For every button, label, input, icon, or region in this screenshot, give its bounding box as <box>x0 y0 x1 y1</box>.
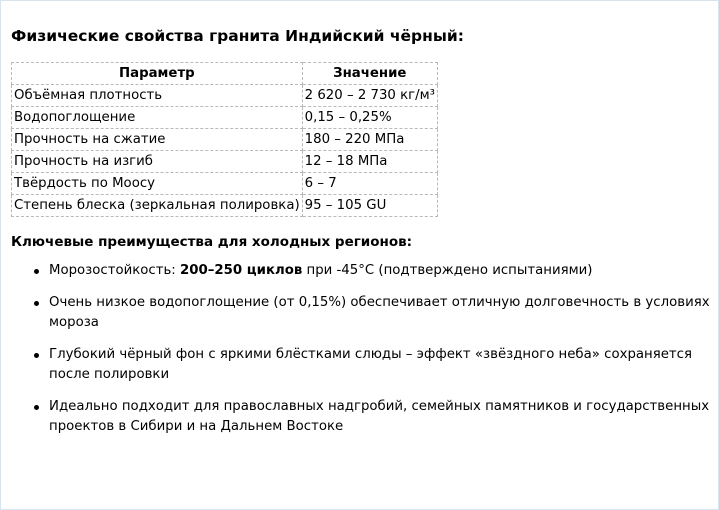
properties-table <box>11 62 438 217</box>
table-row <box>12 173 438 195</box>
list-item-text: Очень низкое водопоглощение (от 0,15%) обеспечивает отличную долговечность в условиях мороза <box>49 295 710 330</box>
parameter-cell: Прочность на сжатие <box>12 129 303 151</box>
parameter-cell: Водопоглощение <box>12 107 303 129</box>
list-item <box>49 397 711 437</box>
list-item-text-suffix: при -45°C (подтверждено испытаниями) <box>302 263 593 278</box>
bullet-icon <box>34 353 39 358</box>
value-cell: 12 – 18 МПа <box>302 151 437 173</box>
bullet-icon <box>34 269 39 274</box>
value-cell: 95 – 105 GU <box>302 195 437 217</box>
table-header-row <box>12 63 438 85</box>
list-item <box>49 261 711 281</box>
value-cell: 2 620 – 2 730 кг/м³ <box>302 85 437 107</box>
list-item-text: Морозостойкость: <box>49 263 180 278</box>
document-content <box>11 25 711 449</box>
value-cell: 180 – 220 МПа <box>302 129 437 151</box>
list-item <box>49 293 711 333</box>
column-header-value: Значение <box>302 63 437 85</box>
table-row <box>12 151 438 173</box>
list-item-emphasis: 200–250 циклов <box>180 263 303 278</box>
parameter-cell: Твёрдость по Моосу <box>12 173 303 195</box>
parameter-cell: Объёмная плотность <box>12 85 303 107</box>
table-row <box>12 195 438 217</box>
parameter-cell: Степень блеска (зеркальная полировка) <box>12 195 303 217</box>
bullet-icon <box>34 301 39 306</box>
table-row <box>12 107 438 129</box>
table-row <box>12 129 438 151</box>
advantages-heading: Ключевые преимущества для холодных регионов: <box>11 234 413 250</box>
page-title: Физические свойства гранита Индийский чёрный: <box>11 27 464 45</box>
table-row <box>12 85 438 107</box>
parameter-cell: Прочность на изгиб <box>12 151 303 173</box>
list-item <box>49 345 711 385</box>
value-cell: 6 – 7 <box>302 173 437 195</box>
bullet-icon <box>34 405 39 410</box>
list-item-text: Глубокий чёрный фон с яркими блёстками слюды – эффект «звёздного неба» сохраняется после полировки <box>49 347 692 382</box>
advantages-list <box>11 261 711 437</box>
list-item-text: Идеально подходит для православных надгробий, семейных памятников и государственных проектов в Сибири и на Дальнем Востоке <box>49 399 710 434</box>
value-cell: 0,15 – 0,25% <box>302 107 437 129</box>
column-header-parameter: Параметр <box>12 63 303 85</box>
